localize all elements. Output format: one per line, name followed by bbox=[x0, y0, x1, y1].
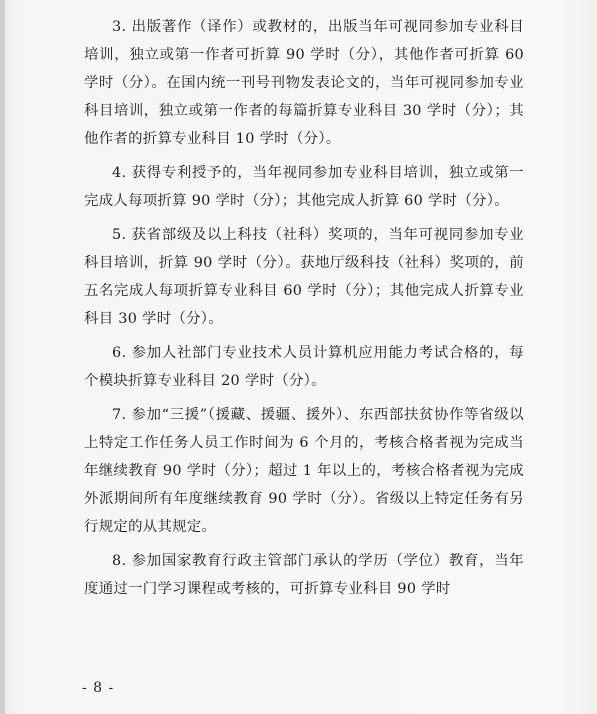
paragraph-item-3: 3. 出版著作（译作）或教材的，出版当年可视同参加专业科目培训，独立或第一作者可折算 90 学时（分），其他作者可折算 60 学时（分）。在国内统一刊号刊物发表论文的，当年可视同参加专业科目培训，独立或第一作者的每篇折算专业科目 30 学时（分）；其他作者的折算专业科目 10 学时（分）。 bbox=[84, 19, 524, 147]
page-binding-edge bbox=[0, 0, 5, 714]
page-number: - 8 - bbox=[82, 680, 115, 696]
paragraph-item-8: 8. 参加国家教育行政主管部门承认的学历（学位）教育，当年度通过一门学习课程或考核的，可折算专业科目 90 学时 bbox=[84, 553, 524, 597]
document-body bbox=[84, 13, 524, 609]
paragraph-item-5: 5. 获省部级及以上科技（社科）奖项的，当年可视同参加专业科目培训，折算 90 学时（分）。获地厅级科技（社科）奖项的，前五名完成人每项折算专业科目 60 学时（分）；其他完成人折算专业科目 30 学时（分）。 bbox=[84, 227, 524, 327]
paragraph-item-4: 4. 获得专利授予的，当年视同参加专业科目培训，独立或第一完成人每项折算 90 学时（分）；其他完成人折算 60 学时（分）。 bbox=[84, 165, 524, 209]
paragraph-item-7: 7. 参加“三援”（援藏、援疆、援外）、东西部扶贫协作等省级以上特定工作任务人员工作时间为 6 个月的，考核合格者视为完成当年继续教育 90 学时（分）；超过 1 年以上的，考核合格者视为完成外派期间所有年度继续教育 90 学时（分）。省级以上特定任务有另行规定的从其规定。 bbox=[84, 407, 524, 535]
paragraph-item-6: 6. 参加人社部门专业技术人员计算机应用能力考试合格的，每个模块折算专业科目 20 学时（分）。 bbox=[84, 345, 524, 389]
